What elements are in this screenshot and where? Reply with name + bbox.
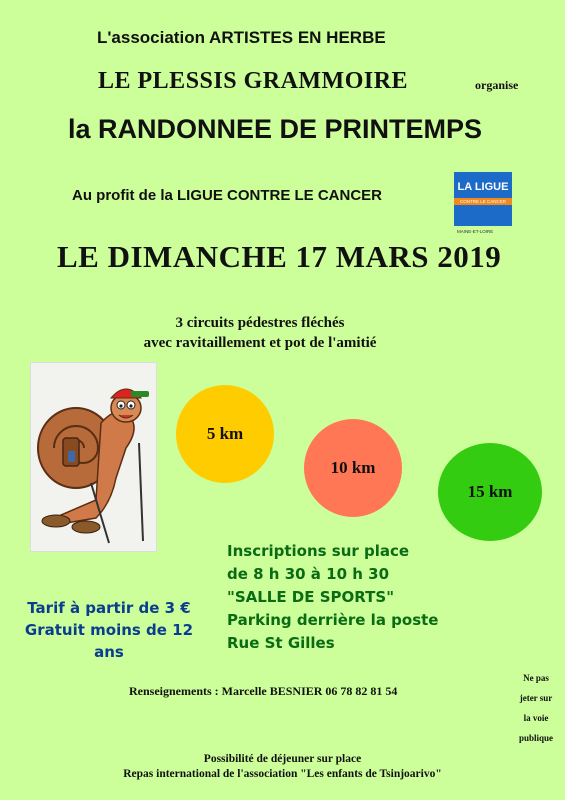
notice-line: la voie <box>523 713 549 723</box>
logo-region: MAINE-ET-LOIRE <box>457 229 494 234</box>
inscriptions-line: "SALLE DE SPORTS" <box>227 588 395 606</box>
logo-name: LA LIGUE <box>457 181 509 193</box>
inscriptions-line: Rue St Gilles <box>227 634 335 652</box>
inscriptions-block <box>227 540 438 655</box>
circuits-description <box>0 313 520 353</box>
circuit-5km-badge: 5 km <box>176 385 274 483</box>
footer <box>0 752 565 782</box>
litter-notice <box>514 668 558 748</box>
circuit-10km-badge: 10 km <box>304 419 402 517</box>
la-ligue-logo <box>454 172 512 226</box>
circuits-line-1: 3 circuits pédestres fléchés <box>175 315 345 331</box>
notice-line: publique <box>518 733 554 743</box>
notice-line: jeter sur <box>519 693 553 703</box>
association-name: L'association ARTISTES EN HERBE <box>97 28 386 47</box>
footer-line-1: Possibilité de déjeuner sur place <box>203 753 362 765</box>
logo-subtitle: CONTRE LE CANCER <box>454 198 512 205</box>
footer-line-2: Repas international de l'association "Les enfants de Tsinjoarivo" <box>123 768 442 780</box>
beneficiary-line: Au profit de la LIGUE CONTRE LE CANCER <box>72 187 383 204</box>
tarif-block <box>14 597 204 663</box>
circuits-line-2: avec ravitaillement et pot de l'amitié <box>143 335 377 351</box>
inscriptions-line: Parking derrière la poste <box>227 611 439 629</box>
circuit-15km-badge: 15 km <box>438 443 542 541</box>
inscriptions-line: Inscriptions sur place <box>227 542 410 560</box>
town-name: LE PLESSIS GRAMMOIRE <box>98 68 409 94</box>
snail-icon <box>31 363 156 551</box>
notice-line: Ne pas <box>523 673 549 683</box>
snail-hiker-image <box>30 362 157 552</box>
contact-info: Renseignements : Marcelle BESNIER 06 78 82 81 54 <box>129 684 398 698</box>
organise-label: organise <box>475 78 519 92</box>
event-title: la RANDONNEE DE PRINTEMPS <box>68 114 483 144</box>
inscriptions-line: de 8 h 30 à 10 h 30 <box>227 565 390 583</box>
event-date: LE DIMANCHE 17 MARS 2019 <box>57 239 502 274</box>
tarif-line-1: Tarif à partir de 3 € <box>27 599 191 617</box>
tarif-line-2: Gratuit moins de 12 ans <box>24 621 194 661</box>
